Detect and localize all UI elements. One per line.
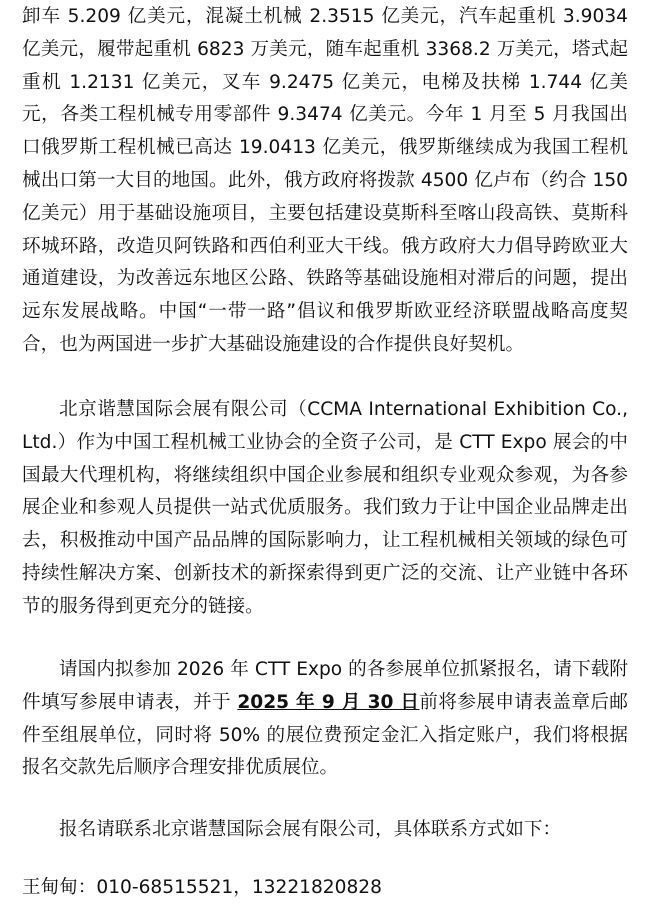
contact-phones: 010-68515521，13221820828 xyxy=(96,877,382,898)
registration-text-after: 前将参展申请表盖章后邮件至组展单位，同时将 50% 的展位费预定金汇入指定账户，我们将根据报名交款先后顺序合理安排优质展位。 xyxy=(22,691,628,779)
contact-line xyxy=(22,872,628,905)
paragraph-registration-instructions xyxy=(22,654,628,785)
paragraph-company-intro: 北京谐慧国际会展有限公司（CCMA International Exhibition Co., Ltd.）作为中国工程机械工业协会的全资子公司，是 CTT Expo 展会的中国最大代理机构，将继续组织中国企业参展和组织专业观众参观，为各参展企业和参观人员提供一站式优质服务。我们致力于让中国企业品牌走出去，积极推动中国产品品牌的国际影响力，让工程机械相关领域的绿色可持续性解决方案、创新技术的新探索得到更广泛的交流、让产业链中各环节的服务得到更充分的链接。 xyxy=(22,399,628,617)
registration-deadline: 2025 年 9 月 30 日 xyxy=(237,691,420,713)
paragraph-contact-intro: 报名请联系北京谐慧国际会展有限公司，具体联系方式如下： xyxy=(59,819,562,840)
contact-name: 王甸甸： xyxy=(22,877,97,898)
paragraph-russia-export-stats: 卸车 5.209 亿美元，混凝土机械 2.3515 亿美元，汽车起重机 3.9034 亿美元，履带起重机 6823 万美元，随车起重机 3368.2 万美元，塔式起重机 1.2131 亿美元，叉车 9.2475 亿美元，电梯及扶梯 1.744 亿美元，各类工程机械专用零部件 9.3474 亿美元。今年 1 月至 5 月我国出口俄罗斯工程机械已高达 19.0413 亿美元，俄罗斯继续成为我国工程机械出口第一大目的地国。此外，俄方政府将拨款 4500 亿卢布（约合 150 亿美元）用于基础设施项目，主要包括建设莫斯科至喀山段高铁、莫斯科环城环路，改造贝阿铁路和西伯利亚大干线。俄方政府大力倡导跨欧亚大通道建设，为改善远东地区公路、铁路等基础设施相对滞后的问题，提出远东发展战略。中国“一带一路”倡议和俄罗斯欧亚经济联盟战略高度契合，也为两国进一步扩大基础设施建设的合作提供良好契机。 xyxy=(22,6,628,355)
registration-text-before: 请国内拟参加 2026 年 CTT Expo 的各参展单位抓紧报名，请下载附件填写参展申请表，并于 xyxy=(22,659,628,713)
